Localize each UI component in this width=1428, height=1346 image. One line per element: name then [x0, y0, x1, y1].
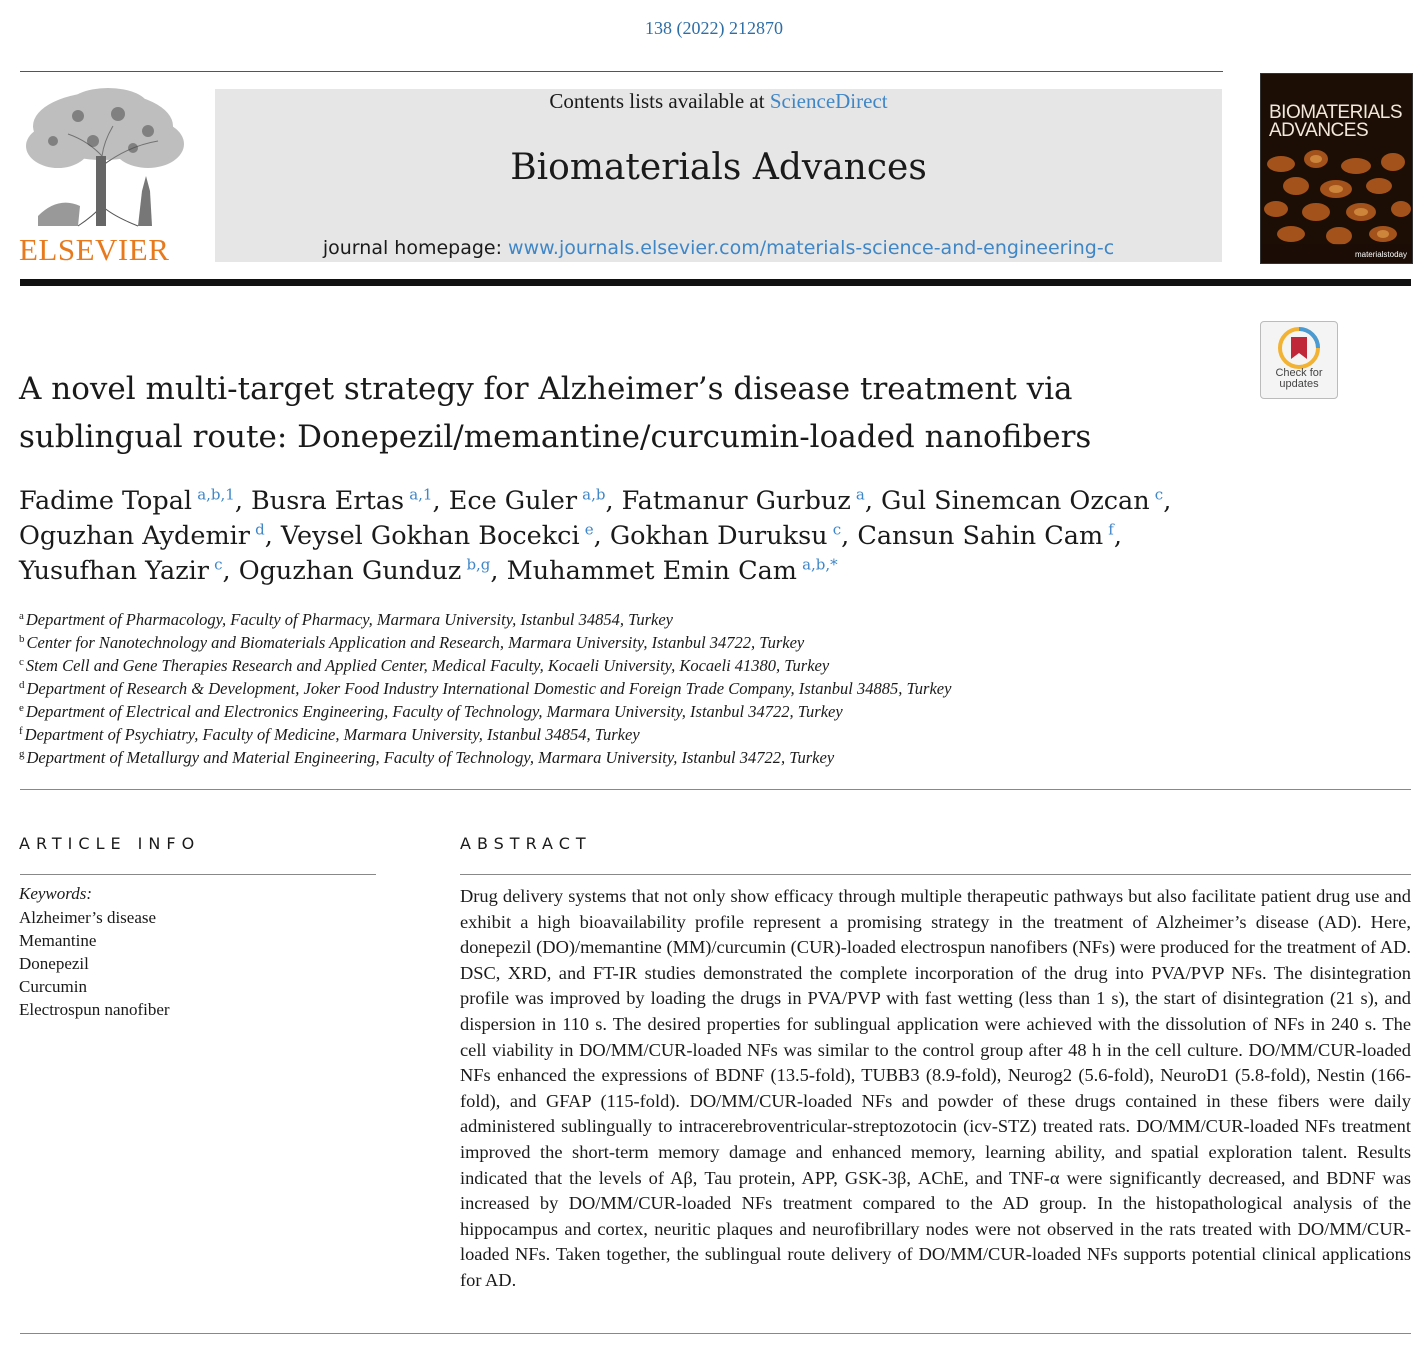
tree-icon	[18, 86, 188, 231]
keyword-item[interactable]: Donepezil	[19, 954, 89, 973]
author-affil-link[interactable]: f	[1108, 520, 1114, 539]
author-name[interactable]: Busra Ertas	[251, 486, 405, 516]
author-name[interactable]: Ece Guler	[448, 486, 578, 516]
keyword-list	[19, 906, 170, 1021]
bookmark-refresh-icon	[1277, 326, 1321, 370]
homepage-line	[215, 237, 1222, 259]
author-name[interactable]: Veysel Gokhan Bocekci	[280, 521, 580, 551]
affiliation-text: Department of Pharmacology, Faculty of Pharmacy, Marmara University, Istanbul 34854, Turkey	[25, 610, 673, 629]
author-affil-link[interactable]: c	[214, 555, 223, 574]
affiliation-list	[19, 608, 1219, 769]
abstract-text: Drug delivery systems that not only show efficacy through multiple therapeutic pathways but also facilitate patient drug use and exhibit a high bioavailability profile represent a promising strategy in the treatment of Alzheimer’s disease (AD). Here, donepezil (DO)/memantine (MM)/curcumin (CUR)-loaded electrospun nanofibers (NFs) were produced for the treatment of AD. DSC, XRD, and FT-IR studies demonstrated the complete incorporation of the drug into PVA/PVP NFs. The disintegration profile was improved by loading the drugs in PVA/PVP with fast wetting (less than 1 s), the start of disintegration (21 s), and dispersion in 110 s. The desired properties for sublingual application were achieved with the dissolution of NFs in 240 s. The cell viability in DO/​MM/CUR-loaded NFs was similar to the control group after 48 h in the cell culture. DO/MM/CUR-loaded NFs enhanced the expressions of BDNF (13.5-fold), TUBB3 (8.9-fold), Neurog2 (5.6-fold), NeuroD1 (5.8-fold), Nestin (166-fold), and GFAP (115-fold). DO/MM/CUR-loaded NFs and powder of these drugs contained in these fibers were daily administered sublingually to intracerebroventricular-streptozotocin (icv-STZ) treated rats. DO/MM/​CUR-loaded NFs treatment improved the short-term memory damage and enhanced memory, learning ability, and spatial exploration talent. Results indicated that the levels of Aβ, Tau protein, APP, GSK-3β, AChE, and TNF-α were significantly decreased, and BDNF was increased by DO/MM/CUR-loaded NFs treatment compared to the AD group. In the histopathological analysis of the hippocampus and cortex, neuritic plaques and neurofibrillary nodes were not observed in the rats treated with DO/MM/CUR-loaded NFs. Taken together, the sublingual route delivery of DO/MM/CUR-loaded NFs supports potential clinical applications for AD.	[460, 886, 1411, 1290]
abstract-heading: ABSTRACT	[460, 834, 592, 853]
affiliation-key: g	[19, 747, 25, 760]
journal-citation[interactable]: 138 (2022) 212870	[645, 18, 783, 38]
affiliation-text: Department of Electrical and Electronics Engineering, Faculty of Technology, Marmara University, Istanbul 34722, Turkey	[25, 702, 843, 721]
affiliation-item	[19, 608, 1219, 631]
affiliation-key: b	[19, 632, 25, 645]
affiliation-text: Department of Psychiatry, Faculty of Medicine, Marmara University, Istanbul 34854, Turkey	[24, 725, 640, 744]
author-line-2: Oguzhan Aydemir $^d$, Veysel Gokhan Bocekci $^e$, Gokhan Duruksu $^c$, Cansun Sahin Cam $^f$,	[19, 520, 1122, 551]
author-name[interactable]: Fadime Topal	[19, 486, 193, 516]
author-name[interactable]: Gul Sinemcan Ozcan	[881, 486, 1150, 516]
affiliation-item	[19, 631, 1219, 654]
author-name[interactable]: Muhammet Emin Cam	[506, 556, 797, 586]
author-name[interactable]: Cansun Sahin Cam	[857, 521, 1104, 551]
sciencedirect-link[interactable]: ScienceDirect	[769, 89, 888, 113]
author-affil-link[interactable]: e	[584, 520, 594, 539]
cover-title	[1269, 104, 1402, 140]
affiliation-text: Department of Research & Development, Joker Food Industry International Domestic and Foreign Trade Company, Istanbul 34885, Turkey	[26, 679, 952, 698]
affiliation-item	[19, 654, 1219, 677]
elsevier-wordmark[interactable]: ELSEVIER	[19, 232, 170, 267]
cover-title-line1: BIOMATERIALS	[1269, 102, 1403, 123]
keyword-item[interactable]: Electrospun nanofiber	[19, 1000, 170, 1019]
cover-title-line2: ADVANCES	[1269, 120, 1369, 141]
author-name[interactable]: Yusufhan Yazir	[19, 556, 209, 586]
keyword-item[interactable]: Alzheimer’s disease	[19, 908, 157, 927]
author-affil-link[interactable]: a,1	[409, 485, 433, 504]
affiliation-item	[19, 700, 1219, 723]
author-line-3: Yusufhan Yazir $^c$, Oguzhan Gunduz $^{b,g}$, Muhammet Emin Cam $^{a,b,*}$	[19, 555, 838, 586]
abstract-rule	[460, 874, 1411, 875]
author-name[interactable]: Oguzhan Gunduz	[238, 556, 462, 586]
homepage-prefix: journal homepage:	[322, 237, 509, 259]
author-line-1: Fadime Topal $^{a,b,1}$, Busra Ertas $^{a,1}$, Ece Guler $^{a,b}$, Fatmanur Gurbuz $^a$, Gul Sinemcan Ozcan $^c$,	[19, 485, 1172, 516]
affiliation-key: d	[19, 678, 25, 691]
keywords-label: Keywords:	[19, 884, 93, 903]
author-affil-link[interactable]: d	[255, 520, 265, 539]
affiliation-item	[19, 723, 1219, 746]
author-affil-link[interactable]: a,b,1	[197, 485, 235, 504]
author-affil-link[interactable]: b,g	[466, 555, 491, 574]
section-divider	[20, 789, 1411, 790]
author-name[interactable]: Oguzhan Aydemir	[19, 521, 250, 551]
check-for-updates-button[interactable]	[1260, 321, 1338, 399]
affiliation-text: Center for Nanotechnology and Biomaterials Application and Research, Marmara University, Istanbul 34722, Turkey	[26, 633, 805, 652]
keyword-item[interactable]: Memantine	[19, 931, 97, 950]
article-title	[19, 365, 1219, 461]
affiliation-item	[19, 746, 1219, 769]
check-updates-line1: Check for	[1275, 367, 1323, 379]
article-info-heading: ARTICLE INFO	[19, 834, 201, 853]
article-title-line2: sublingual route: Donepezil/memantine/curcumin-loaded nanofibers	[19, 419, 1092, 455]
journal-title[interactable]: Biomaterials Advances	[510, 147, 927, 188]
homepage-link[interactable]: www.journals.elsevier.com/materials-science-and-engineering-c	[508, 237, 1115, 259]
affiliation-text: Stem Cell and Gene Therapies Research and Applied Center, Medical Faculty, Kocaeli University, Kocaeli 41380, Turkey	[25, 656, 830, 675]
header-thick-rule	[20, 279, 1411, 286]
author-affil-link[interactable]: a,b,*	[802, 555, 838, 574]
author-list	[19, 484, 1219, 589]
affiliation-item	[19, 677, 1219, 700]
article-title-line1: A novel multi-target strategy for Alzheimer’s disease treatment via	[19, 371, 1073, 407]
affiliation-key: c	[19, 655, 24, 668]
affiliation-key: a	[19, 609, 24, 622]
author-name[interactable]: Fatmanur Gurbuz	[621, 486, 851, 516]
bottom-divider	[20, 1333, 1411, 1334]
top-divider	[20, 71, 1223, 72]
author-affil-link[interactable]: a,b	[582, 485, 606, 504]
journal-cover[interactable]	[1260, 73, 1413, 264]
author-affil-link[interactable]: c	[1154, 485, 1164, 504]
contents-prefix: Contents lists available at	[549, 89, 770, 113]
affiliation-key: e	[19, 701, 24, 714]
check-updates-label	[1261, 368, 1337, 390]
author-affil-link[interactable]: a	[855, 485, 865, 504]
author-name[interactable]: Gokhan Duruksu	[609, 521, 828, 551]
article-info-rule	[20, 874, 376, 875]
check-updates-line2: updates	[1279, 378, 1319, 390]
keyword-item[interactable]: Curcumin	[19, 977, 87, 996]
affiliation-text: Department of Metallurgy and Material Engineering, Faculty of Technology, Marmara University, Istanbul 34722, Turkey	[26, 748, 835, 767]
cover-brand: materialstoday	[1354, 250, 1407, 259]
affiliation-key: f	[19, 724, 23, 737]
author-affil-link[interactable]: c	[832, 520, 842, 539]
contents-line	[215, 89, 1222, 114]
